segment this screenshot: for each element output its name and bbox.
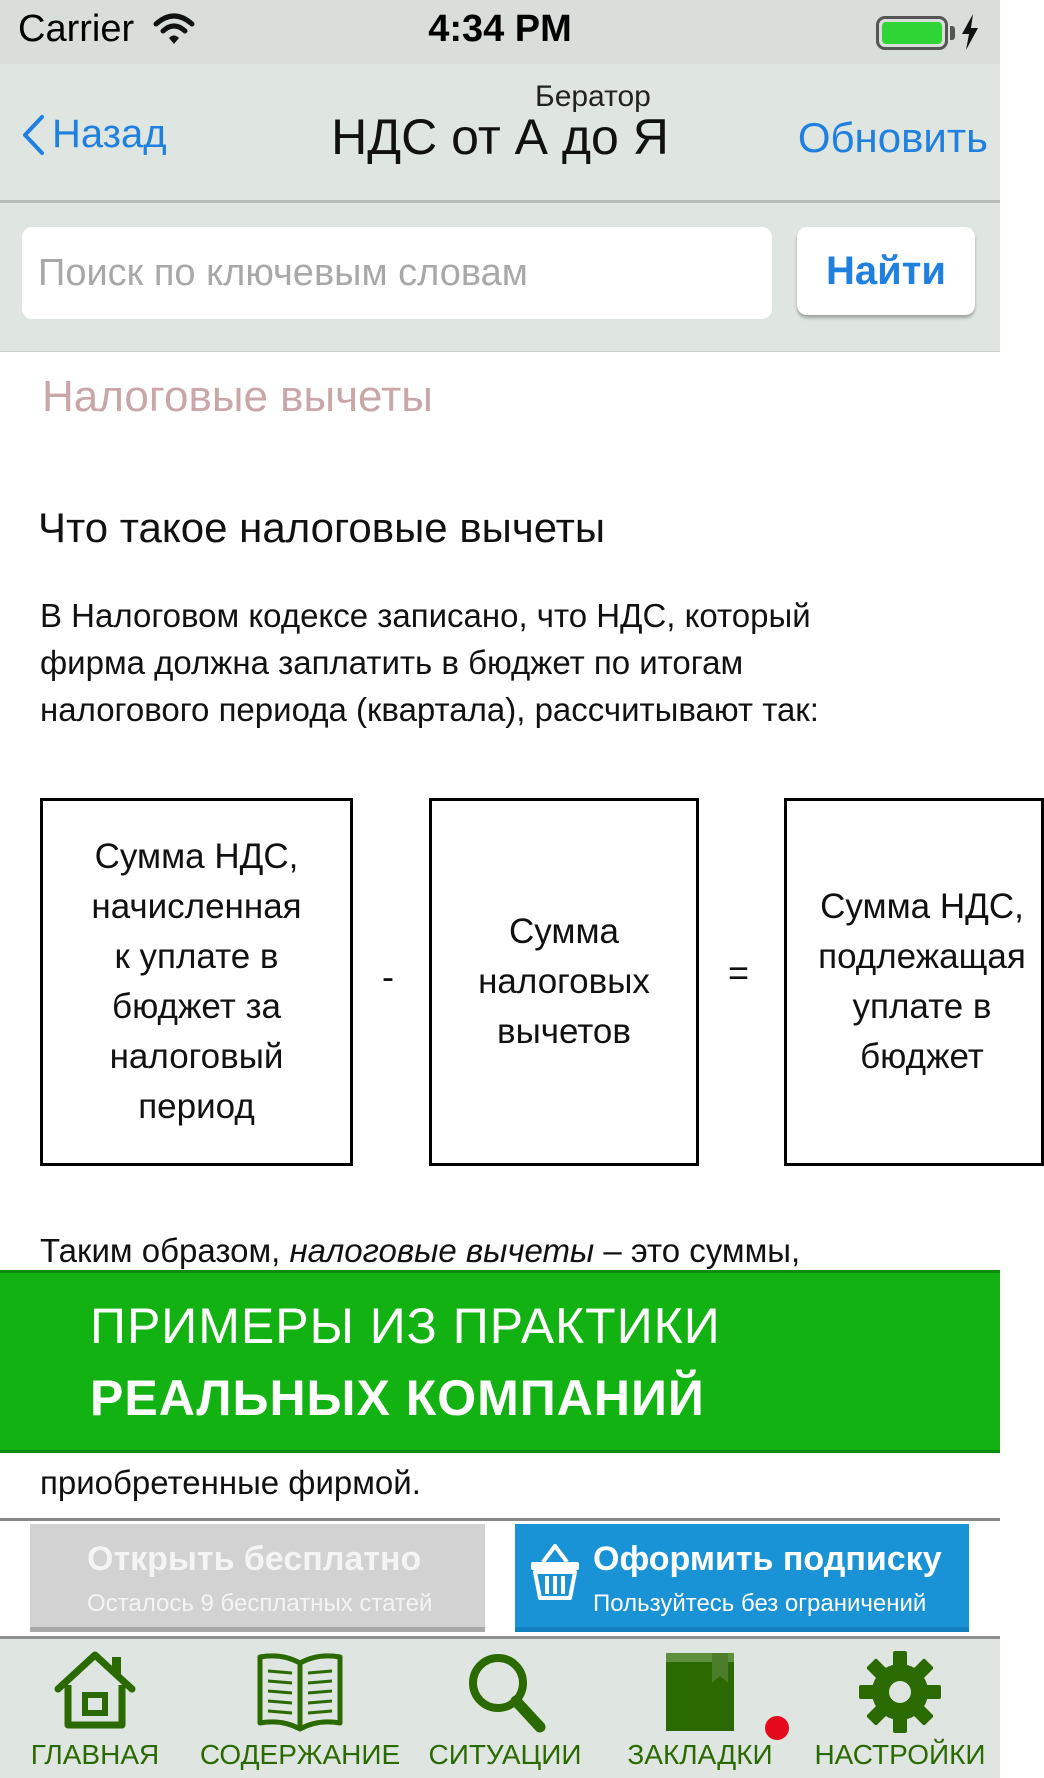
tab-label: СОДЕРЖАНИЕ — [199, 1739, 401, 1770]
minus-operator: - — [382, 956, 394, 997]
formula-line: Сумма НДС, — [820, 887, 1024, 926]
battery-icon — [876, 16, 948, 50]
summary-suffix: – это суммы, — [594, 1232, 801, 1269]
formula-box-vat-payable — [784, 798, 1044, 1166]
refresh-button[interactable]: Обновить — [797, 114, 988, 161]
carrier-label: Carrier — [18, 8, 135, 50]
formula-box-tax-deductions — [429, 798, 699, 1166]
nav-subtitle: Бератор — [535, 80, 651, 113]
formula-line: налоговых — [478, 962, 650, 1001]
tab-contents[interactable] — [190, 1639, 410, 1778]
subscribe-title: Оформить подписку — [593, 1540, 942, 1578]
page-title: НДС от А до Я — [331, 109, 669, 165]
subscription-panel — [0, 1518, 1000, 1639]
back-label: Назад — [52, 112, 167, 156]
formula-line: уплате в — [852, 987, 992, 1026]
clock: 4:34 PM — [428, 8, 572, 50]
open-book-icon — [190, 1649, 410, 1733]
formula-line: подлежащая — [818, 937, 1026, 976]
tab-bar — [0, 1636, 1000, 1778]
formula-line: бюджет за — [112, 987, 281, 1026]
navigation-bar — [0, 64, 1000, 203]
bookmarks-badge — [765, 1716, 789, 1740]
tab-bookmarks[interactable] — [600, 1639, 800, 1778]
status-bar — [0, 0, 1000, 64]
formula-line: налоговый — [109, 1037, 284, 1076]
formula-line: Сумма — [509, 912, 619, 951]
subscribe-note: Пользуйтесь без ограничений — [593, 1590, 927, 1617]
summary-text — [40, 1232, 800, 1270]
free-articles-left: Осталось 9 бесплатных статей — [87, 1590, 433, 1617]
paragraph-line: В Налоговом кодексе записано, что НДС, который — [40, 597, 811, 634]
formula-line: бюджет — [860, 1037, 984, 1076]
section-title: Налоговые вычеты — [42, 372, 433, 421]
formula-line: к уплате в — [114, 937, 279, 976]
tab-label: СИТУАЦИИ — [428, 1739, 582, 1770]
magnifier-icon — [410, 1649, 600, 1733]
battery-cap — [950, 26, 955, 40]
promo-line-2: РЕАЛЬНЫХ КОМПАНИЙ — [90, 1370, 705, 1426]
charging-bolt-icon — [960, 14, 980, 55]
summary-prefix: Таким образом, — [40, 1232, 290, 1269]
gear-icon — [800, 1649, 1000, 1735]
summary-term: налоговые вычеты — [289, 1232, 595, 1269]
promo-banner[interactable] — [0, 1270, 1000, 1453]
house-icon — [0, 1649, 190, 1731]
formula-line: Сумма НДС, — [94, 837, 299, 876]
tab-label: НАСТРОЙКИ — [814, 1739, 986, 1770]
tab-label: ЗАКЛАДКИ — [627, 1739, 773, 1770]
tab-settings[interactable] — [800, 1639, 1000, 1778]
promo-line-1: ПРИМЕРЫ ИЗ ПРАКТИКИ — [90, 1298, 721, 1354]
article-paragraph — [40, 592, 970, 733]
paragraph-line: налогового периода (квартала), рассчитывают так: — [40, 691, 819, 728]
subscribe-button[interactable] — [515, 1524, 969, 1632]
article-heading: Что такое налоговые вычеты — [38, 504, 606, 551]
open-free-title: Открыть бесплатно — [87, 1540, 422, 1578]
search-input[interactable] — [22, 227, 772, 319]
formula-line: период — [138, 1087, 255, 1126]
tab-situations[interactable] — [410, 1639, 600, 1778]
tab-home[interactable] — [0, 1639, 190, 1778]
tab-label: ГЛАВНАЯ — [30, 1739, 160, 1770]
basket-icon — [529, 1540, 581, 1607]
search-bar — [0, 203, 1000, 353]
equals-operator: = — [728, 952, 750, 993]
summary-text-last-line: приобретенные фирмой. — [40, 1464, 421, 1501]
paragraph-line: фирма должна заплатить в бюджет по итогам — [40, 644, 744, 681]
formula-line: вычетов — [497, 1012, 631, 1051]
find-button[interactable]: Найти — [797, 227, 975, 315]
open-free-button[interactable] — [30, 1524, 485, 1632]
formula-line: начисленная — [91, 887, 302, 926]
formula-box-accrued-vat — [40, 798, 353, 1166]
